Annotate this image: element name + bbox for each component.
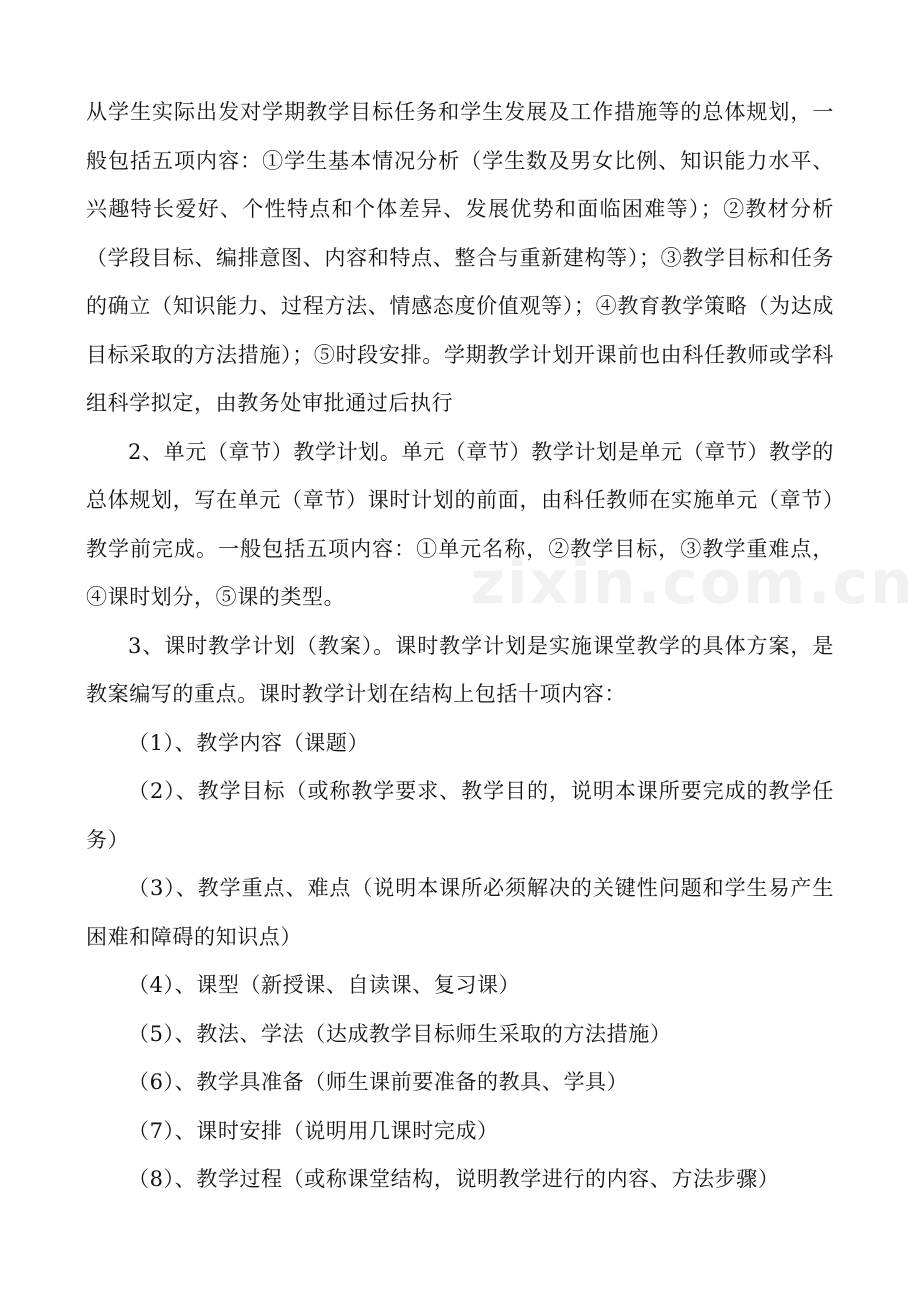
- watermark-text: zixin.com.cn: [470, 548, 915, 618]
- list-item-schedule: （7）、课时安排（说明用几课时完成）: [128, 1118, 499, 1143]
- list-item-teaching-goals: （2）、教学目标（或称教学要求、教学目的，说明本课所要完成的教学任务）: [86, 779, 834, 852]
- list-item-methods: （5）、教法、学法（达成教学目标师生采取的方法措施）: [128, 1021, 672, 1046]
- paragraph-lesson-plan: 3、课时教学计划（教案）。课时教学计划是实施课堂教学的具体方案，是教案编写的重点。课时教学计划在结构上包括十项内容：: [86, 633, 834, 706]
- paragraph-semester-plan: 从学生实际出发对学期教学目标任务和学生发展及工作措施等的总体规划，一般包括五项内容：①学生基本情况分析（学生数及男女比例、知识能力水平、兴趣特长爱好、个性特点和个体差异、发展优势和面临困难等）；②教材分析（学段目标、编排意图、内容和特点、整合与重新建构等）；③教学目标和任务的确立（知识能力、过程方法、情感态度价值观等）；④教育教学策略（为达成目标采取的方法措施）；⑤时段安排。学期教学计划开课前也由科任教师或学科组科学拟定，由教务处审批通过后执行: [86, 100, 834, 415]
- list-item-materials: （6）、教学具准备（师生课前要准备的教具、学具）: [128, 1070, 629, 1094]
- list-item-lesson-type: （4）、课型（新授课、自读课、复习课）: [128, 973, 521, 997]
- list-item-teaching-content: （1）、教学内容（课题）: [128, 730, 370, 755]
- list-item-teaching-process: （8）、教学过程（或称课堂结构，说明教学进行的内容、方法步骤）: [128, 1167, 780, 1191]
- list-item-key-points: （3）、教学重点、难点（说明本课所必须解决的关键性问题和学生易产生困难和障碍的知识点）: [86, 876, 834, 949]
- document-body: [86, 88, 834, 1204]
- paragraph-unit-plan: 2、单元（章节）教学计划。单元（章节）教学计划是单元（章节）教学的总体规划，写在单元（章节）课时计划的前面，由科任教师在实施单元（章节）教学前完成。一般包括五项内容：①单元名称，②教学目标，③教学重难点，④课时划分，⑤课的类型。: [86, 439, 834, 609]
